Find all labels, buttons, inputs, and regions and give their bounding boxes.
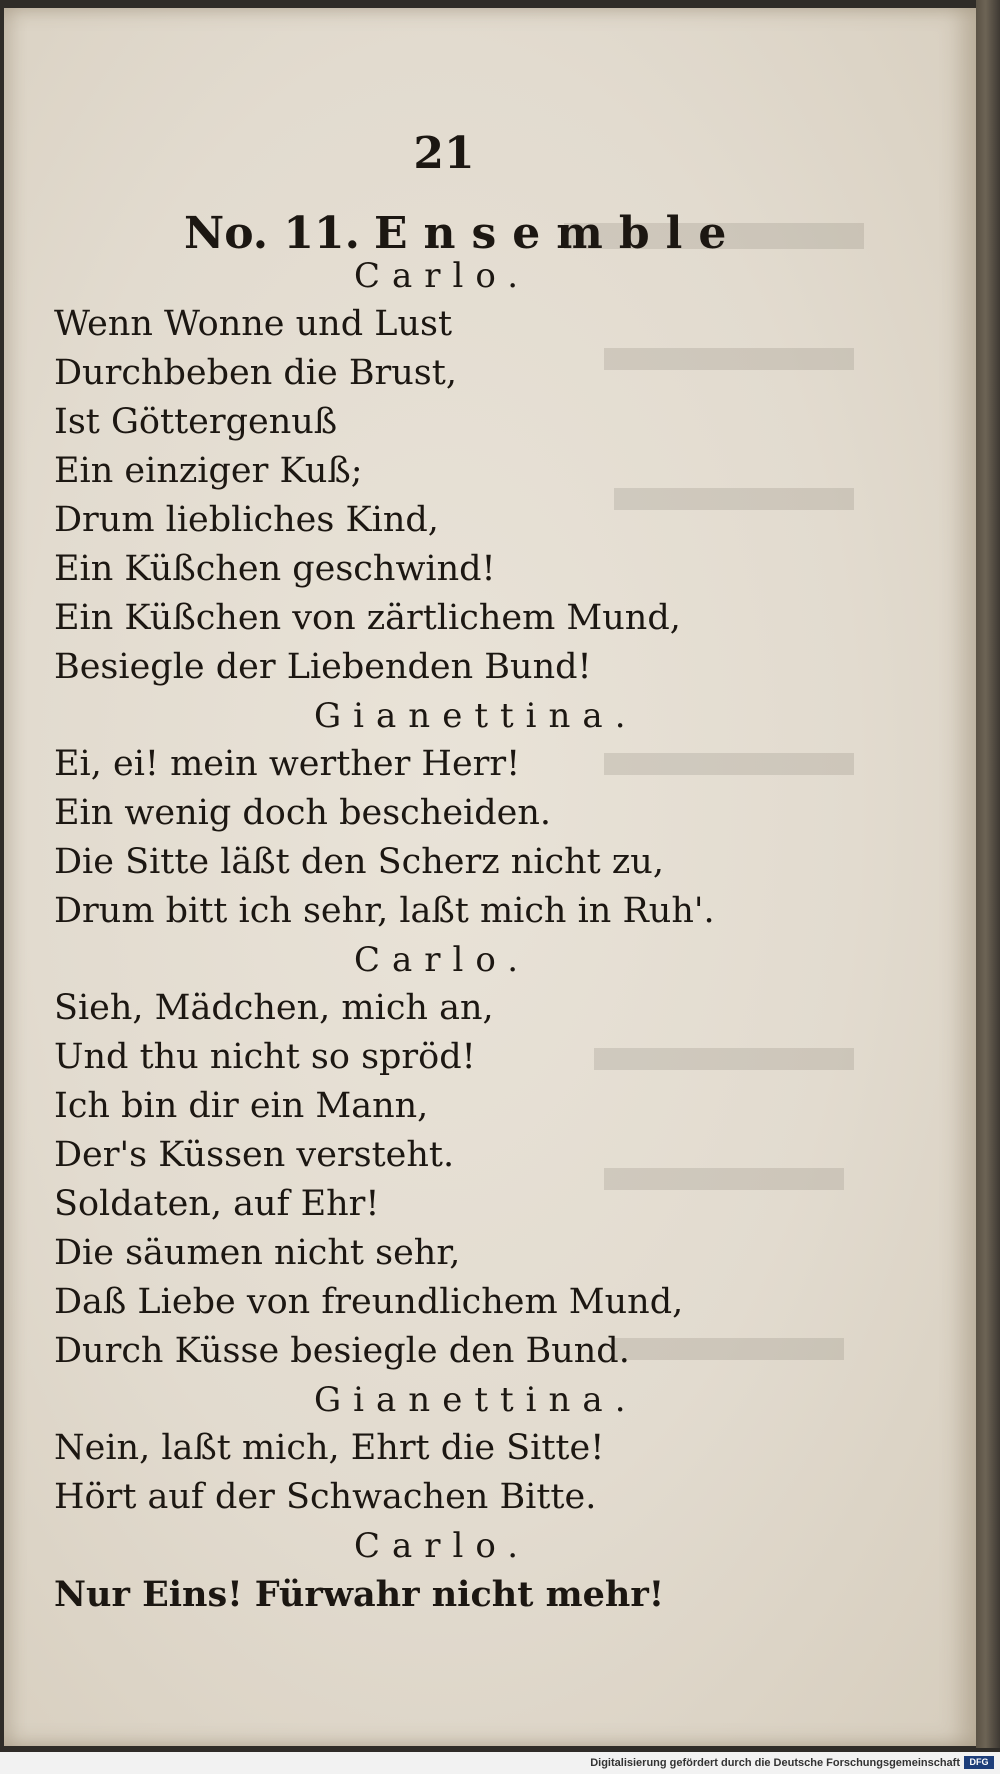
speaker-name: Carlo. bbox=[354, 1526, 531, 1566]
verse-line: Und thu nicht so spröd! bbox=[54, 1037, 476, 1077]
speaker-name: Gianettina. bbox=[314, 696, 638, 736]
verse-line: Die säumen nicht sehr, bbox=[54, 1233, 461, 1273]
verse-line: Die Sitte läßt den Scherz nicht zu, bbox=[54, 842, 664, 882]
verse-line: Ein wenig doch bescheiden. bbox=[54, 793, 552, 833]
section-title bbox=[184, 208, 742, 259]
digitization-footer bbox=[0, 1752, 1000, 1774]
funding-credit: Digitalisierung gefördert durch die Deutsche Forschungsgemeinschaft bbox=[590, 1757, 960, 1769]
show-through-smudge bbox=[594, 1048, 854, 1070]
show-through-smudge bbox=[604, 348, 854, 370]
verse-line: Soldaten, auf Ehr! bbox=[54, 1184, 380, 1224]
verse-line: Wenn Wonne und Lust bbox=[54, 304, 453, 344]
section-name: Ensemble bbox=[373, 208, 743, 259]
verse-line: Ein Küßchen von zärtlichem Mund, bbox=[54, 598, 681, 638]
verse-line: Ei, ei! mein werther Herr! bbox=[54, 744, 521, 784]
book-edge bbox=[976, 0, 1000, 1748]
verse-line: Nur Eins! Fürwahr nicht mehr! bbox=[54, 1574, 665, 1615]
verse-line: Hört auf der Schwachen Bitte. bbox=[54, 1477, 597, 1517]
verse-line: Besiegle der Liebenden Bund! bbox=[54, 647, 592, 687]
show-through-smudge bbox=[614, 1338, 844, 1360]
speaker-name: Gianettina. bbox=[314, 1380, 638, 1420]
verse-line: Ist Göttergenuß bbox=[54, 402, 338, 442]
verse-line: Ich bin dir ein Mann, bbox=[54, 1086, 429, 1126]
verse-line: Daß Liebe von freundlichem Mund, bbox=[54, 1282, 684, 1322]
verse-line: Durch Küsse besiegle den Bund. bbox=[54, 1331, 630, 1371]
book-page bbox=[4, 8, 976, 1746]
verse-line: Drum liebliches Kind, bbox=[54, 500, 439, 540]
page-number: 21 bbox=[413, 128, 475, 179]
show-through-smudge bbox=[604, 1168, 844, 1190]
verse-line: Ein Küßchen geschwind! bbox=[54, 549, 496, 589]
verse-line: Ein einziger Kuß; bbox=[54, 451, 363, 491]
dfg-logo: DFG bbox=[964, 1756, 994, 1769]
verse-line: Nein, laßt mich, Ehrt die Sitte! bbox=[54, 1428, 605, 1468]
speaker-name: Carlo. bbox=[354, 940, 531, 980]
speaker-name: Carlo. bbox=[354, 256, 531, 296]
section-number: No. 11. bbox=[184, 208, 360, 259]
verse-line: Drum bitt ich sehr, laßt mich in Ruh'. bbox=[54, 891, 715, 931]
verse-line: Durchbeben die Brust, bbox=[54, 353, 457, 393]
show-through-smudge bbox=[604, 753, 854, 775]
verse-line: Sieh, Mädchen, mich an, bbox=[54, 988, 494, 1028]
verse-line: Der's Küssen versteht. bbox=[54, 1135, 455, 1175]
show-through-smudge bbox=[614, 488, 854, 510]
